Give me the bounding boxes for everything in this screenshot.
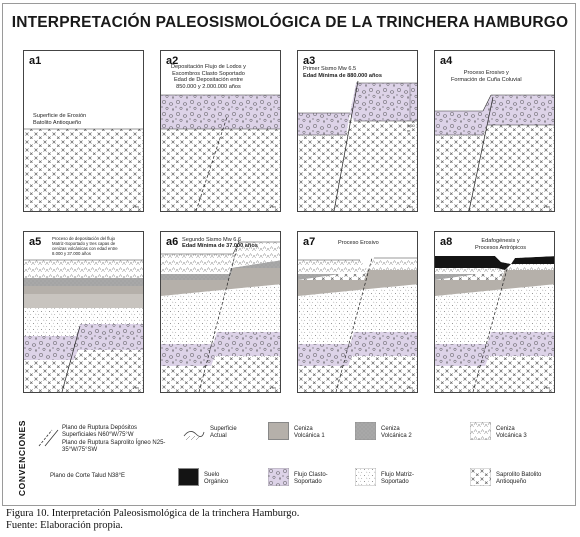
panel-note-bold: Edad Mínima de 37.000 años bbox=[182, 243, 258, 249]
scale-label: 1 m bbox=[543, 385, 550, 390]
panel-a5 bbox=[23, 231, 144, 393]
panel-label: a1 bbox=[29, 55, 42, 67]
panel-label: a3 bbox=[303, 55, 316, 67]
ash2-swatch bbox=[355, 422, 376, 440]
scale-label: 1 m bbox=[543, 204, 550, 209]
current-surface-icon bbox=[182, 424, 206, 444]
legend bbox=[10, 418, 572, 500]
legend-label: Ceniza Volcánica 3 bbox=[496, 426, 527, 439]
organic-soil-swatch bbox=[178, 468, 199, 486]
panel-note: Proceso Erosivo y Formación de Cuña Coluvial bbox=[451, 70, 522, 83]
panel-label: a8 bbox=[440, 236, 453, 248]
panel-a7 bbox=[297, 231, 418, 393]
panel-a6-section bbox=[161, 232, 281, 393]
panel-a1 bbox=[23, 50, 144, 212]
panel-a8 bbox=[434, 231, 555, 393]
saprolite-swatch bbox=[470, 468, 491, 486]
caption-line-2: Fuente: Elaboración propia. bbox=[6, 520, 123, 531]
ash1-swatch bbox=[268, 422, 289, 440]
caption-line-1: Figura 10. Interpretación Paleosismológica de la trinchera Hamburgo. bbox=[6, 508, 300, 519]
panel-label: a4 bbox=[440, 55, 453, 67]
panel-a3 bbox=[297, 50, 418, 212]
panel-note: Proceso Erosivo bbox=[338, 240, 379, 246]
legend-fault-2: Plano de Ruptura Saprolito Ígneo N25-35°W/75°SW bbox=[62, 440, 166, 453]
legend-title: CONVENCIONES bbox=[17, 419, 27, 497]
scale-label: 1 m bbox=[132, 385, 139, 390]
legend-label: Superficie Actual bbox=[210, 426, 237, 439]
figure-title: INTERPRETACIÓN PALEOSISMOLÓGICA DE LA TRINCHERA HAMBURGO bbox=[11, 14, 569, 31]
scale-label: 1 m bbox=[406, 204, 413, 209]
ash3-swatch bbox=[470, 422, 491, 440]
legend-fault-1: Plano de Ruptura Depósitos Superficiales N60°W/75°W bbox=[62, 425, 138, 438]
scale-label: 1 m bbox=[132, 204, 139, 209]
panel-note: Edafogénesis y Procesos Antrópicos bbox=[475, 238, 526, 251]
legend-label: Flujo Matriz- Soportado bbox=[381, 472, 415, 485]
legend-cut: Plano de Corte Talud N38°E bbox=[50, 473, 126, 479]
panel-a6 bbox=[160, 231, 281, 393]
panel-note: Depositación Flujo de Lodos y Escombros Clasto Soportado Edad de Depositación entre 850.000 y 2.000.000 años bbox=[171, 64, 246, 90]
panel-label: a5 bbox=[29, 236, 42, 248]
legend-label: Flujo Clasto- Soportado bbox=[294, 472, 328, 485]
legend-label: Saprolito Batolito Antioqueño bbox=[496, 472, 542, 485]
panel-note: Segundo Sismo Mw 6.6 bbox=[182, 237, 242, 243]
panel-a2 bbox=[160, 50, 281, 212]
scale-label: 1 m bbox=[406, 385, 413, 390]
scale-label: 1 m bbox=[269, 204, 276, 209]
panel-a1-section bbox=[24, 51, 144, 212]
fault-lines-icon bbox=[36, 428, 62, 448]
scale-label: 1 m bbox=[269, 385, 276, 390]
panel-a8-section bbox=[435, 232, 555, 393]
legend-label: Ceniza Volcánica 2 bbox=[381, 426, 412, 439]
matrix-flow-swatch bbox=[355, 468, 376, 486]
panel-a7-section bbox=[298, 232, 418, 393]
legend-label: Suelo Orgánico bbox=[204, 472, 229, 485]
legend-label: Ceniza Volcánica 1 bbox=[294, 426, 325, 439]
panel-note: Primer Sismo Mw 6.5 bbox=[303, 66, 357, 72]
clast-flow-swatch bbox=[268, 468, 289, 486]
panel-note: Proceso de depositación del flujo Matriz-Soportado y tres capas de cenizas volcánicas con edad entre 8.000 y 37.000 años bbox=[52, 236, 118, 257]
panel-note-bold: Edad Mínima de 880.000 años bbox=[303, 73, 382, 79]
figure-caption bbox=[6, 508, 299, 532]
panel-a4 bbox=[434, 50, 555, 212]
scale-label-060: 0.60 m bbox=[407, 123, 415, 133]
panel-note: Superficie de Erosión Batolito Antioqueño bbox=[33, 113, 87, 126]
panel-label: a7 bbox=[303, 236, 316, 248]
panel-label: a2 bbox=[166, 55, 179, 67]
panel-label: a6 bbox=[166, 236, 179, 248]
